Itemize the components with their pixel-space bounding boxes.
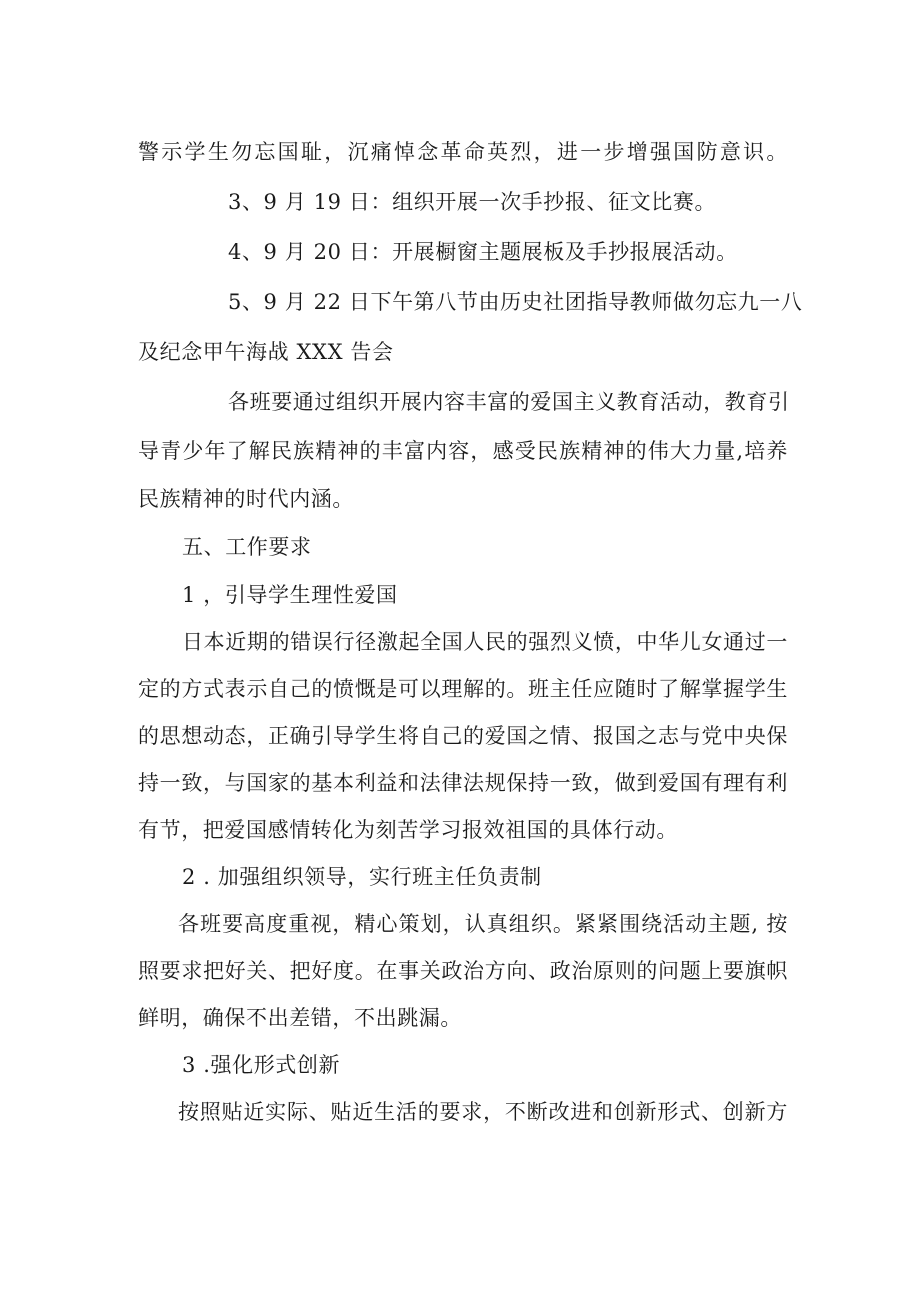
paragraph-line: 警示学生勿忘国耻，沉痛悼念革命英烈，进一步增强国防意识。 (138, 140, 788, 164)
list-item-3: 3、9 月 19 日：组织开展一次手抄报、征文比赛。 (228, 190, 717, 214)
paragraph-line: 日本近期的错误行径激起全国人民的强烈义愤，中华儿女通过一 (182, 630, 788, 654)
paragraph-line: 各班要通过组织开展内容丰富的爱国主义教育活动，教育引 (228, 390, 790, 414)
subsection-heading: 3 .强化形式创新 (182, 1053, 341, 1077)
subsection-heading: 2 . 加强组织领导，实行班主任负责制 (182, 865, 542, 889)
paragraph-line: 民族精神的时代内涵。 (138, 487, 354, 511)
paragraph-line: 导青少年了解民族精神的丰富内容，感受民族精神的伟大力量,培养 (138, 439, 788, 463)
paragraph-line: 及纪念甲午海战 XXX 告会 (138, 340, 394, 364)
section-heading: 五、工作要求 (182, 535, 312, 559)
paragraph-line: 按照贴近实际、贴近生活的要求，不断改进和创新形式、创新方 (178, 1100, 788, 1124)
paragraph-line: 各班要高度重视，精心策划，认真组织。紧紧围绕活动主题, 按 (178, 912, 788, 936)
paragraph-line: 照要求把好关、把好度。在事关政治方向、政治原则的问题上要旗帜 (138, 959, 788, 983)
subsection-heading: 1 ，引导学生理性爱国 (182, 583, 398, 607)
paragraph-line: 定的方式表示自己的愤慨是可以理解的。班主任应随时了解掌握学生 (138, 677, 788, 701)
list-item-4: 4、9 月 20 日：开展橱窗主题展板及手抄报展活动。 (228, 240, 738, 264)
paragraph-line: 持一致，与国家的基本利益和法律法规保持一致，做到爱国有理有利 (138, 771, 788, 795)
list-item-5: 5、9 月 22 日下午第八节由历史社团指导教师做勿忘九一八 (228, 290, 803, 314)
paragraph-line: 鲜明，确保不出差错，不出跳漏。 (138, 1006, 462, 1030)
paragraph-line: 的思想动态，正确引导学生将自己的爱国之情、报国之志与党中央保 (138, 724, 788, 748)
paragraph-line: 有节，把爱国感情转化为刻苦学习报效祖国的具体行动。 (138, 818, 678, 842)
